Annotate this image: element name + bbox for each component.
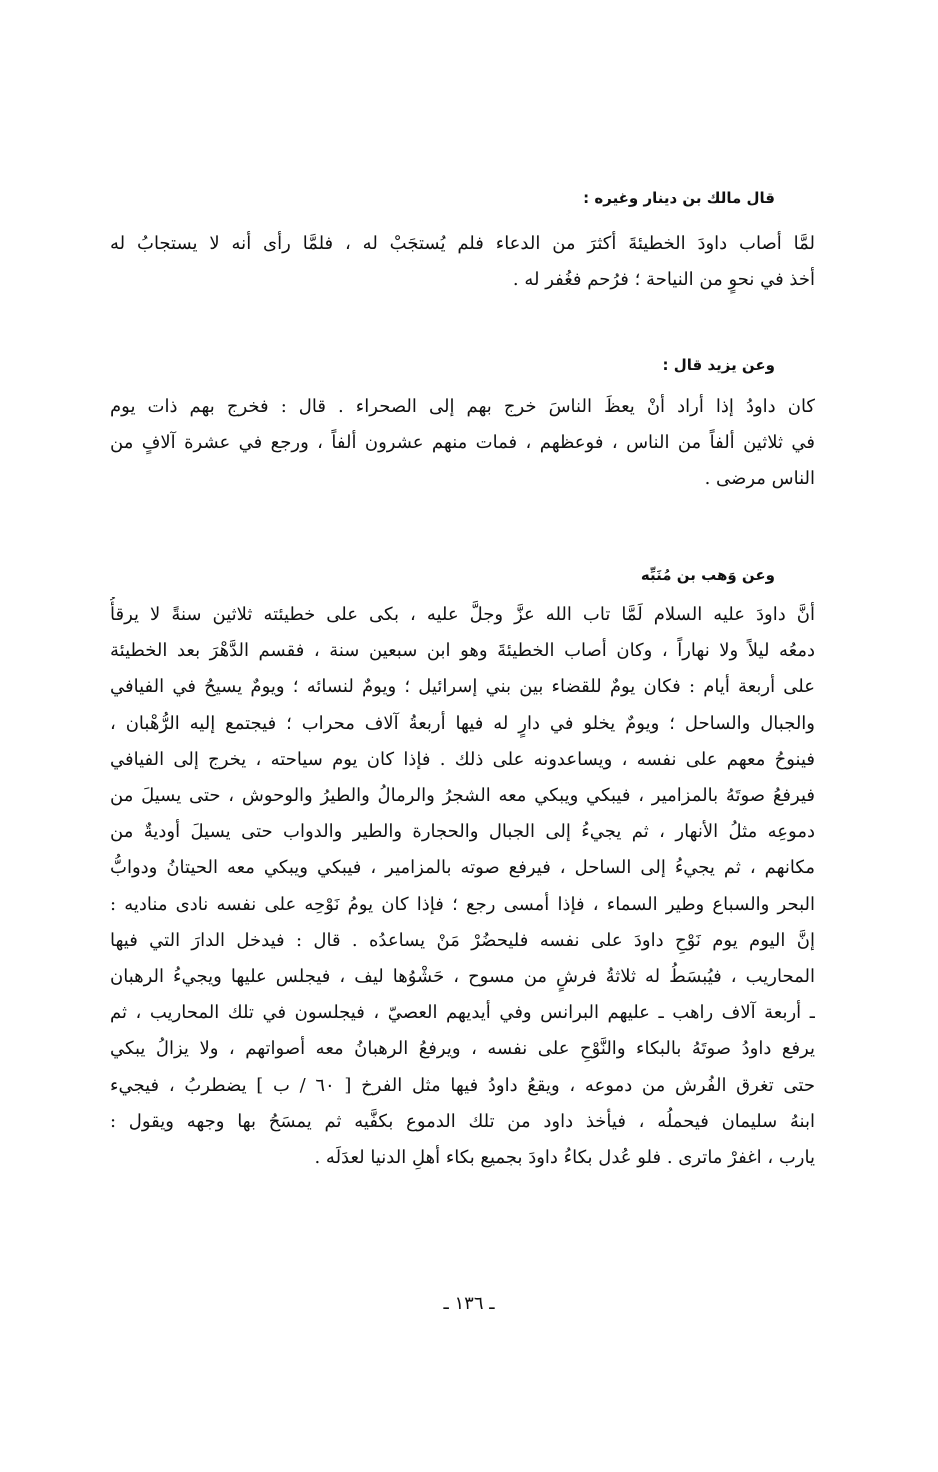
page-number: ـ ١٣٦ ـ xyxy=(443,1293,495,1314)
text-line: أنَّ داودَ عليه السلام لَمَّا تاب الله عزَّ وجلَّ عليه ، بكى على خطيئته ثلاثين سنةً لا يرقأُ xyxy=(110,604,815,625)
text-line: البحر والسباع وطير السماء ، فإذا أمسى رجع ؛ فإذا كان يومُ نَوْحِه على نفسه نادى مناديه : xyxy=(110,893,815,915)
section-paragraph xyxy=(110,597,815,1176)
text-line: دمعُه ليلاً ولا نهاراً ، وكان أصاب الخطيئةَ وهو ابن سبعين سنة ، فقسم الدَّهْرَ بعد الخطيئة xyxy=(110,640,815,662)
text-line: لمَّا أصاب داودَ الخطيئةَ أكثرَ من الدعاء فلم يُستجَبْ له ، فلمَّا رأى أنه لا يستجابُ له xyxy=(110,233,815,254)
section-heading: وعن يزيد قال : xyxy=(662,356,775,374)
text-line: ابنهُ سليمان فيحملُه ، فيأخذ داود من تلك الدموع بكفَّيه ثم يمسَحُ بها وجهه ويقول : xyxy=(110,1110,815,1132)
text-line: كان داودُ إذا أراد أنْ يعظَ الناسَ خرج بهم إلى الصحراء . قال : فخرج بهم ذات يوم xyxy=(110,396,815,417)
text-line: والجبال والساحل ؛ ويومٌ يخلو في دارٍ له فيها أربعةُ آلاف محراب ؛ فيجتمع إليه الرُّهْبان ، xyxy=(110,712,815,734)
text-line: فينوحُ معهم على نفسه ، ويساعدونه على ذلك . فإذا كان يوم سياحته ، يخرج إلى الفيافي xyxy=(110,748,815,770)
section-yazid xyxy=(110,355,815,498)
text-line: الناس مرضى . xyxy=(704,468,815,490)
section-paragraph xyxy=(110,226,815,298)
text-line: في ثلاثين ألفاً من الناس ، فوعظهم ، فمات منهم عشرون ألفاً ، ورجع في عشرة آلافٍ من xyxy=(110,432,815,454)
text-line: ـ أربعة آلاف راهب ـ عليهم البرانس وفي أيديهم العصيّ ، فيجلسون في تلك المحاريب ، ثم xyxy=(110,1002,815,1024)
text-line: يرفع داودُ صوتَهُ بالبكاء والنَّوْحِ على نفسه ، ويرفعُ الرهبانُ معه أصواتهم ، ولا يزالُ يبكي xyxy=(110,1038,815,1060)
section-heading: قال مالك بن دينار وغيره : xyxy=(583,189,775,207)
text-line: المحاريب ، فيُبسَطُ له ثلاثةُ فرشٍ من مسوح ، حَشْوُها ليف ، فيجلس عليها ويجيءُ الرهبان xyxy=(110,966,815,988)
text-line: أخذ في نحوٍ من النياحة ؛ فرُحم فغُفر له . xyxy=(512,269,815,291)
text-line: على أربعة أيام : فكان يومٌ للقضاء بين بني إسرائيل ؛ ويومٌ لنسائه ؛ ويومٌ يسيحُ في الفيافي xyxy=(110,676,815,698)
text-line: حتى تغرق الفُرش من دموعه ، ويقعُ داودُ فيها مثل الفرخ [ ٦٠ / ب ] يضطربُ ، فيجيء xyxy=(110,1074,815,1096)
text-line: فيرفعُ صوتَهُ بالمزامير ، فيبكي ويبكي معه الشجرُ والرمالُ والطيرُ والوحوش ، حتى يسيلَ من xyxy=(110,785,815,807)
text-line: إنَّ اليوم يوم نَوْحِ داودَ على نفسه فليحضُرْ مَنْ يساعدُه . قال : فيدخل الدارَ التي فيها xyxy=(110,929,815,951)
section-heading: وعن وَهب بن مُنَبِّه xyxy=(640,566,775,584)
text-line: مكانهم ، ثم يجيءُ إلى الساحل ، فيرفع صوته بالمزامير ، فيبكي ويبكي معه الحيتانُ ودوابُّ xyxy=(110,857,815,879)
text-line: دموعِه مثلُ الأنهار ، ثم يجيءُ إلى الجبال والحجارة والطير والدواب حتى يسيلَ أوديةٌ من xyxy=(110,821,815,843)
section-malik-ibn-dinar xyxy=(110,188,815,298)
section-paragraph xyxy=(110,389,815,498)
text-line: يارب ، اغفرْ ماترى . فلو عُدل بكاءُ داودَ بجميع بكاء أهلِ الدنيا لعدَلَه . xyxy=(314,1147,815,1169)
section-wahb-ibn-munabbih xyxy=(110,565,815,1176)
